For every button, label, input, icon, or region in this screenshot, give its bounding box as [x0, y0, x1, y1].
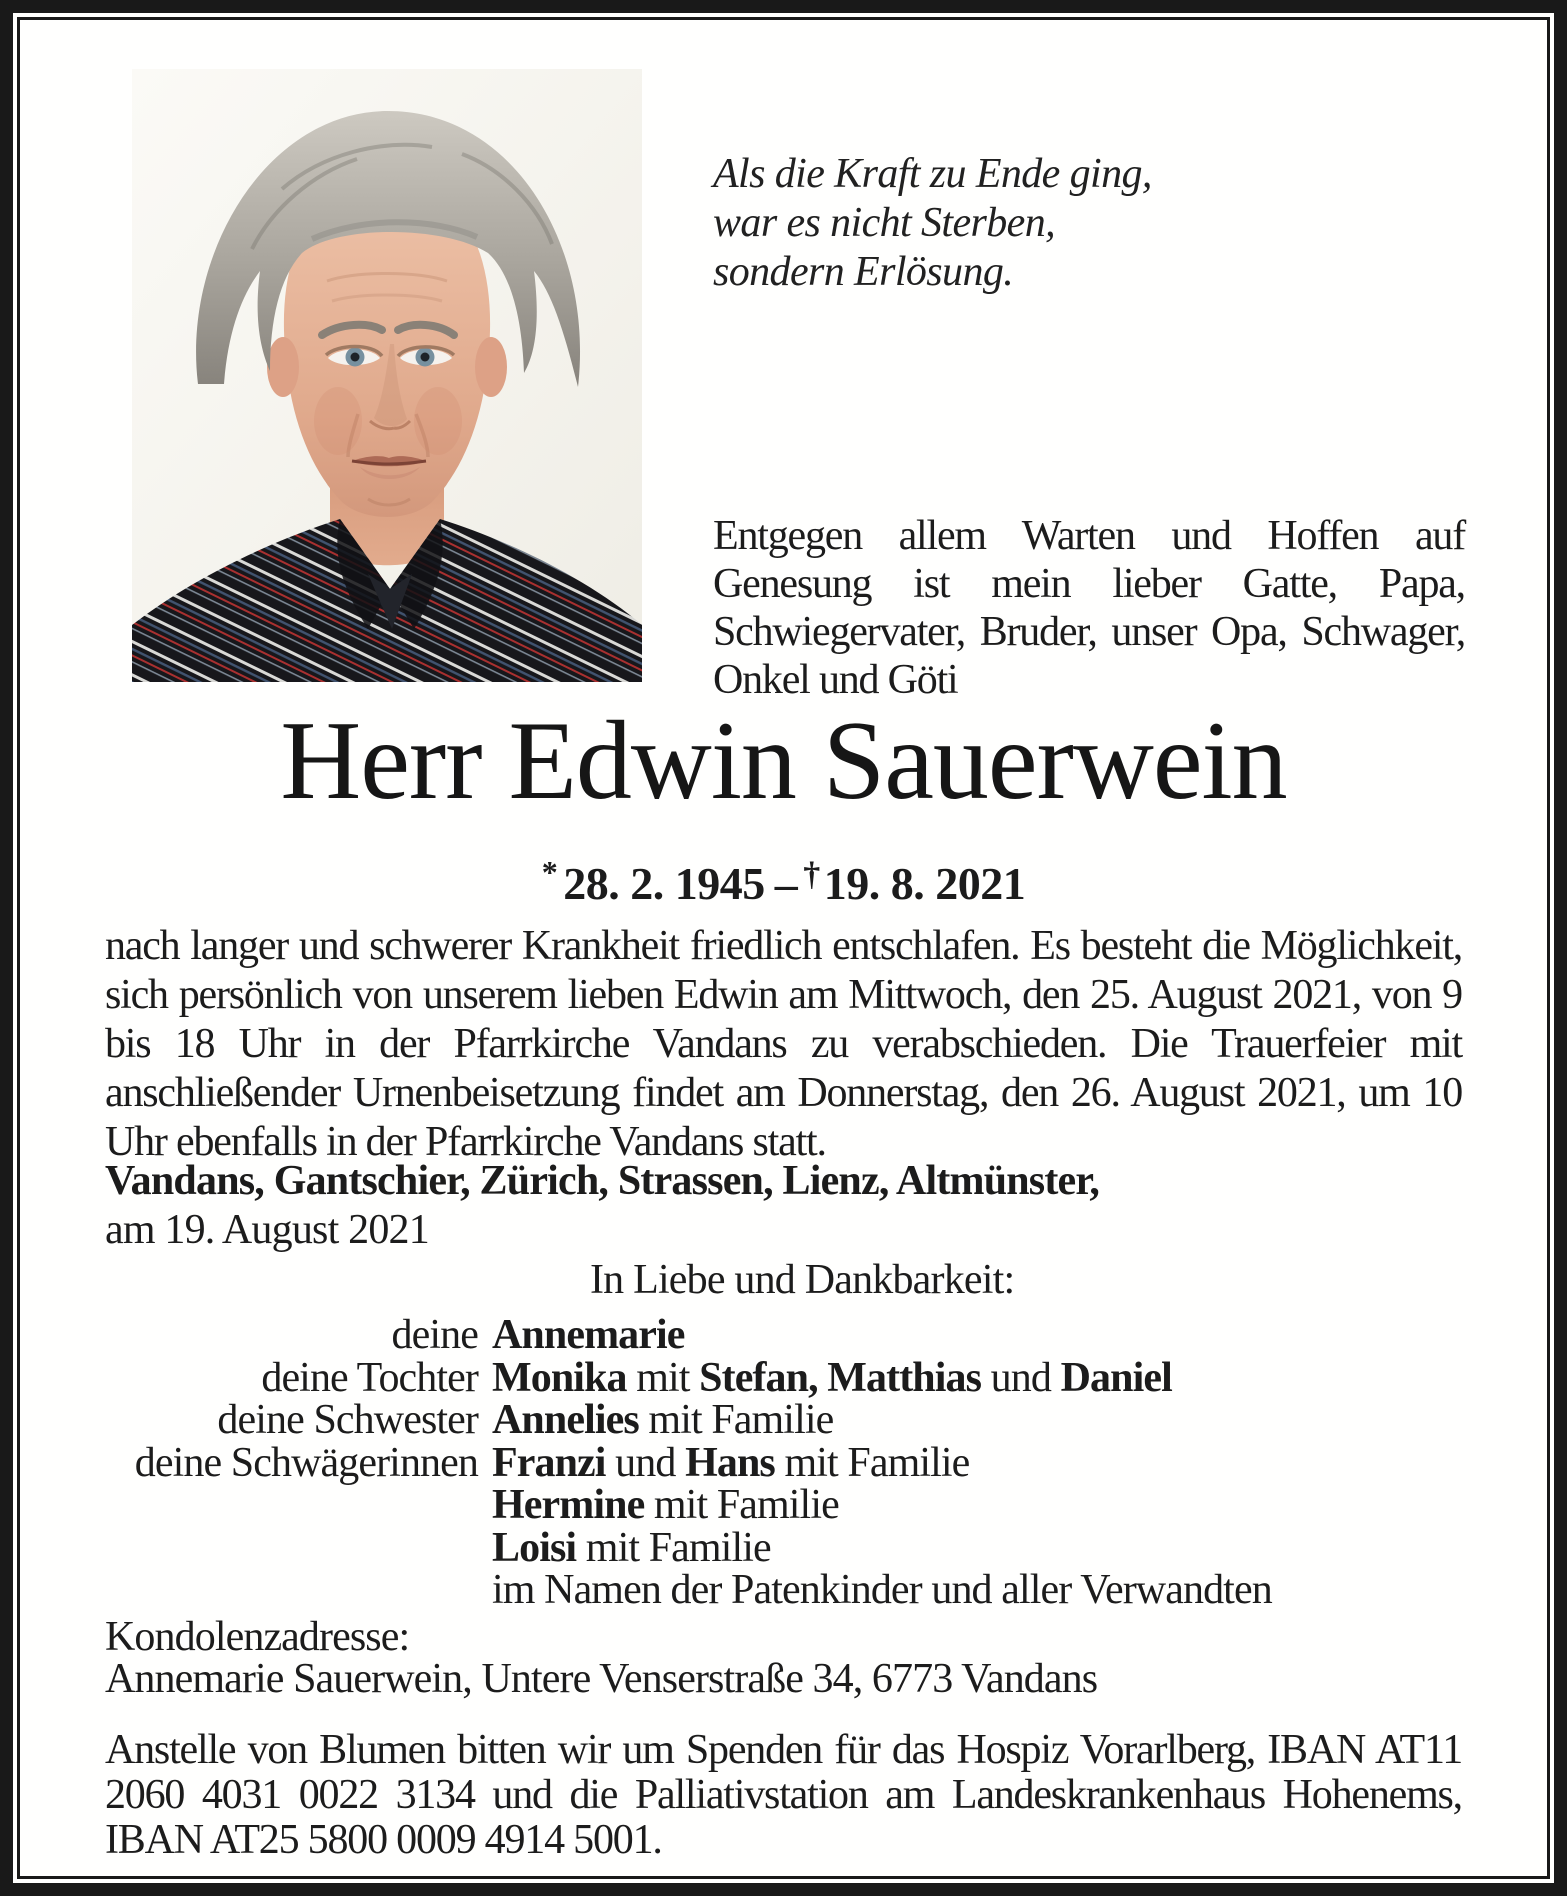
mourner-prefix [105, 1484, 478, 1527]
mourner-names: Franzi und Hans mit Familie [492, 1439, 970, 1486]
condolence-block [105, 1616, 1097, 1700]
mourner-names: Annelies mit Familie [492, 1397, 834, 1443]
left-ear [267, 337, 299, 397]
right-ear [475, 337, 507, 397]
death-dagger-symbol: † [803, 856, 820, 893]
mourner-prefix: deine [391, 1312, 478, 1358]
mourner-names: Hermine mit Familie [492, 1482, 839, 1528]
death-date: 19. 8. 2021 [823, 858, 1026, 909]
birth-star-symbol: * [541, 854, 558, 890]
mourner-names: Annemarie [492, 1312, 685, 1358]
mourner-prefix: deine Schwägerinnen [134, 1439, 478, 1486]
mourner-prefix [105, 1527, 478, 1570]
quote-line: sondern Erlösung. [713, 249, 1014, 295]
gratitude-heading: In Liebe und Dankbarkeit: [590, 1257, 1015, 1303]
quote-line: war es nicht Sterben, [713, 200, 1056, 246]
life-dates [0, 846, 1567, 910]
mourner-prefix: deine Schwester [217, 1397, 478, 1443]
quote-line: Als die Kraft zu Ende ging, [713, 151, 1152, 197]
portrait-illustration [132, 69, 642, 682]
portrait-photo [132, 69, 642, 682]
mourner-prefix: deine Tochter [261, 1354, 478, 1401]
announcement-date: am 19. August 2021 [105, 1207, 429, 1253]
announcement-block [105, 922, 1462, 1255]
deceased-name: Herr Edwin Sauerwein [280, 699, 1287, 823]
mourners-list [105, 1314, 1462, 1612]
condolence-heading: Kondolenzadresse: [105, 1614, 410, 1660]
places-line: Vandans, Gantschier, Zürich, Strassen, Lienz, Altmünster, [105, 1158, 1100, 1204]
intro-text: Entgegen allem Warten und Hoffen auf Genesung ist mein lieber Gatte, Papa, Schwiegervater, Bruder, unser Opa, Schwager, Onkel und Göti [713, 513, 1465, 703]
donation-text: Anstelle von Blumen bitten wir um Spenden für das Hospiz Vorarlberg, IBAN AT11 2060 4031 0022 3134 und die Palliativstation am Landeskrankenhaus Hohenems, IBAN AT25 5800 0009 4914 5001. [105, 1727, 1462, 1863]
mourner-prefix [105, 1569, 478, 1612]
announcement-text: nach langer und schwerer Krankheit friedlich entschlafen. Es besteht die Möglichkeit, sich persönlich von unserem lieben Edwin am Mittwoch, den 25. August 2021, von 9 bis 18 Uhr in der Pfarrkirche Vandans zu verabschieden. Die Trauerfeier mit anschließender Urnenbeisetzung findet am Donnerstag, den 26. August 2021, um 10 Uhr ebenfalls in der Pfarrkirche Vandans statt. [105, 923, 1462, 1165]
memorial-quote [713, 150, 1152, 297]
condolence-address: Annemarie Sauerwein, Untere Venserstraße 34, 6773 Vandans [105, 1656, 1098, 1702]
mourner-names: Monika mit Stefan, Matthias und Daniel [492, 1354, 1172, 1401]
birth-date: 28. 2. 1945 [563, 858, 765, 909]
mourner-names: Loisi mit Familie [492, 1524, 771, 1571]
mourner-names: im Namen der Patenkinder und aller Verwandten [492, 1567, 1272, 1613]
dates-separator: – [774, 858, 798, 909]
